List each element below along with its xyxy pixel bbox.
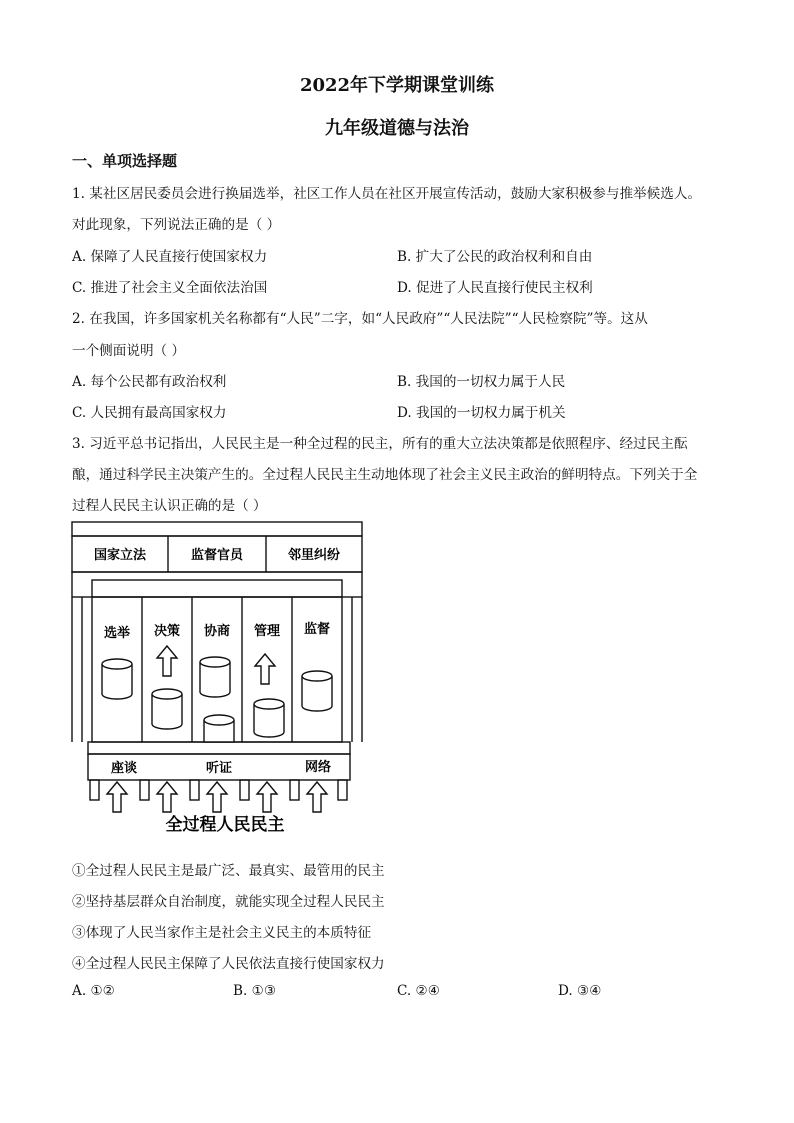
cylinders	[102, 657, 332, 742]
q2-option-d: D. 我国的一切权力属于机关	[397, 405, 566, 421]
section-heading: 一、单项选择题	[72, 152, 178, 170]
q3-answer-a: A. ①②	[72, 983, 115, 999]
up-arrow-icon	[157, 646, 177, 676]
up-arrow-icon	[307, 782, 327, 812]
roof-label-disputes: 邻里纠纷	[287, 548, 341, 563]
pillar-label-oversight: 监督	[303, 622, 331, 637]
cylinder-icon	[302, 671, 332, 711]
q2-option-b: B. 我国的一切权力属于人民	[397, 374, 566, 390]
q3-answer-c: C. ②④	[397, 983, 440, 999]
q1-option-b: B. 扩大了公民的政治权利和自由	[397, 249, 593, 265]
cylinder-icon	[204, 715, 234, 742]
base-label-internet: 网络	[304, 760, 332, 775]
base-top-band	[88, 742, 350, 754]
up-arrow-icon	[157, 782, 177, 812]
roof-lower-band	[72, 572, 362, 597]
democracy-building-diagram	[70, 520, 370, 840]
q1-stem-line1: 1. 某社区居民委员会进行换届选举，社区工作人员在社区开展宣传活动，鼓励大家积极参与推举候选人。	[72, 186, 702, 202]
q3-statement-3: ③体现了人民当家作主是社会主义民主的本质特征	[72, 925, 372, 941]
roof-label-supervision: 监督官员	[190, 548, 244, 563]
roof-top-band	[72, 522, 362, 536]
cylinder-icon	[102, 659, 132, 699]
q3-answer-b: B. ①③	[233, 983, 277, 999]
q3-statement-2: ②坚持基层群众自治制度，就能实现全过程人民民主	[72, 894, 385, 910]
up-arrow-icon	[257, 782, 277, 812]
q3-stem-line3: 过程人民民主认识正确的是（ ）	[72, 498, 267, 514]
cylinder-icon	[254, 699, 284, 737]
pillar-label-consultation: 协商	[203, 624, 231, 639]
pillar-label-decision: 决策	[153, 624, 181, 639]
cylinder-icon	[152, 689, 182, 729]
pillar-label-management: 管理	[253, 624, 281, 639]
up-arrow-icon	[255, 654, 275, 684]
q3-stem-line1: 3. 习近平总书记指出，人民民主是一种全过程的民主，所有的重大立法决策都是依照程序、经过民主酝	[72, 436, 688, 452]
page-subtitle: 九年级道德与法治	[325, 118, 469, 139]
q2-option-a: A. 每个公民都有政治权利	[72, 374, 227, 390]
page-title: 2022年下学期课堂训练	[299, 75, 495, 96]
q1-stem-line2: 对此现象，下列说法正确的是（ ）	[72, 217, 281, 233]
q3-statement-1: ①全过程人民民主是最广泛、最真实、最管用的民主	[72, 863, 385, 879]
q1-option-d: D. 促进了人民直接行使民主权利	[397, 280, 593, 296]
q3-answer-d: D. ③④	[558, 983, 602, 999]
q1-option-a: A. 保障了人民直接行使国家权力	[72, 249, 268, 265]
cylinder-icon	[200, 657, 230, 697]
base-label-hearing: 听证	[205, 761, 233, 776]
up-arrow-icon	[107, 782, 127, 812]
q2-stem-line2: 一个侧面说明（ ）	[72, 343, 186, 359]
q3-stem-line2: 酿，通过科学民主决策产生的。全过程人民民主生动地体现了社会主义民主政治的鲜明特点。下列关于全	[72, 467, 698, 483]
q2-stem-line1: 2. 在我国，许多国家机关名称都有“人民”二字，如“人民政府”“人民法院”“人民检察院”等。这从	[72, 311, 648, 327]
base-label-forum: 座谈	[110, 761, 138, 776]
pillar-label-election: 选举	[103, 626, 131, 641]
up-arrow-icon	[207, 782, 227, 812]
roof-label-legislation: 国家立法	[93, 548, 147, 563]
q3-statement-4: ④全过程人民民主保障了人民依法直接行使国家权力	[72, 956, 385, 972]
diagram-caption: 全过程人民民主	[165, 815, 285, 835]
q2-option-c: C. 人民拥有最高国家权力	[72, 405, 227, 421]
q1-option-c: C. 推进了社会主义全面依法治国	[72, 280, 268, 296]
